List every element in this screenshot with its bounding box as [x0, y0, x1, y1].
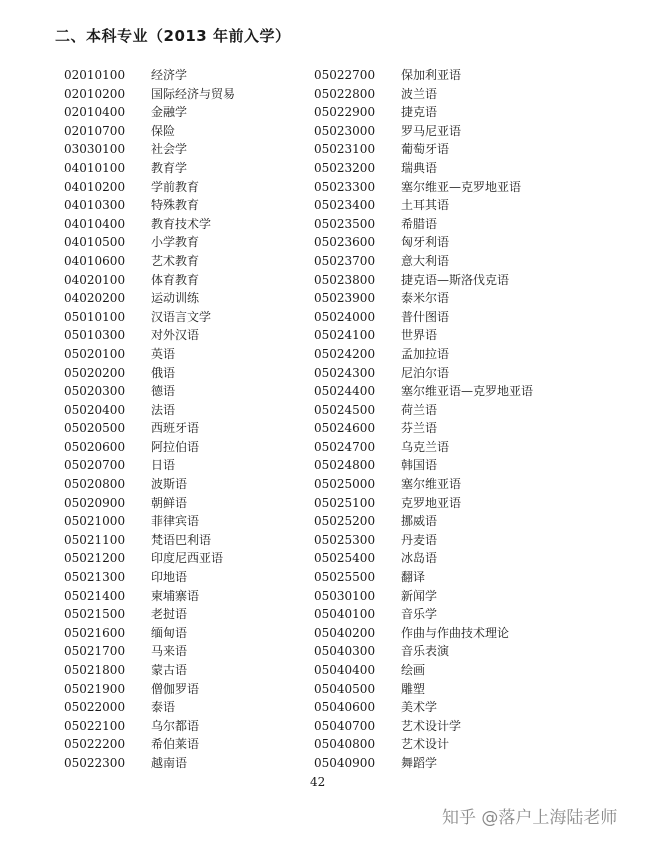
major-name: 英语 — [151, 346, 176, 361]
major-code: 05023700 — [314, 253, 376, 268]
major-code: 05022200 — [64, 737, 126, 752]
major-name: 绘画 — [401, 663, 426, 677]
major-row — [314, 401, 533, 420]
major-name: 西班牙语 — [151, 421, 200, 436]
major-row — [314, 642, 533, 661]
major-code: 05040600 — [314, 700, 376, 715]
major-code: 04020200 — [64, 291, 126, 306]
major-row — [64, 345, 235, 364]
major-row — [64, 271, 235, 290]
major-name: 塞尔维亚语—克罗地亚语 — [401, 384, 534, 399]
major-code: 05010100 — [64, 309, 126, 324]
major-name: 朝鲜语 — [151, 495, 188, 510]
major-row — [64, 475, 235, 494]
major-name: 印度尼西亚语 — [151, 551, 224, 566]
major-row — [64, 215, 235, 234]
major-name: 德语 — [151, 384, 176, 399]
major-code: 05024700 — [314, 439, 376, 454]
major-row — [64, 735, 235, 754]
major-code: 05024500 — [314, 402, 376, 417]
major-code: 05025400 — [314, 551, 376, 566]
major-name: 音乐学 — [401, 607, 438, 622]
major-name: 捷克语 — [401, 105, 438, 120]
major-row — [314, 159, 533, 178]
major-row — [314, 419, 533, 438]
major-code: 05040900 — [314, 755, 376, 770]
major-name: 意大利语 — [401, 253, 450, 268]
major-code: 04020100 — [64, 272, 126, 287]
major-code: 05021800 — [64, 663, 126, 677]
major-code: 05040300 — [314, 644, 376, 659]
major-code: 04010500 — [64, 235, 126, 250]
major-name: 瑞典语 — [401, 160, 438, 175]
major-row — [64, 494, 235, 513]
major-row — [314, 85, 533, 104]
major-row — [314, 754, 533, 773]
major-code: 05023500 — [314, 216, 376, 231]
major-code: 05021400 — [64, 588, 126, 603]
major-row — [64, 326, 235, 345]
major-name: 菲律宾语 — [151, 514, 200, 529]
major-name: 希伯莱语 — [151, 737, 200, 752]
major-name: 经济学 — [151, 68, 188, 82]
major-name: 国际经济与贸易 — [151, 86, 236, 101]
major-code: 05020300 — [64, 384, 126, 399]
major-name: 土耳其语 — [401, 198, 450, 213]
major-row — [64, 401, 235, 420]
major-row — [314, 605, 533, 624]
major-name: 葡萄牙语 — [401, 142, 450, 157]
major-name: 芬兰语 — [401, 421, 438, 436]
major-name: 保险 — [151, 123, 176, 138]
major-code: 05020200 — [64, 365, 126, 380]
major-row — [64, 568, 235, 587]
major-list-right — [314, 66, 533, 773]
major-code: 05025500 — [314, 570, 376, 585]
major-row — [64, 196, 235, 215]
major-row — [64, 233, 235, 252]
major-code: 05040800 — [314, 737, 376, 752]
major-row — [64, 85, 235, 104]
major-name: 僧伽罗语 — [151, 681, 200, 696]
major-name: 泰语 — [151, 700, 176, 715]
major-row — [64, 364, 235, 383]
major-name: 挪威语 — [401, 514, 438, 529]
major-row — [314, 456, 533, 475]
major-row — [314, 178, 533, 197]
major-code: 05024600 — [314, 421, 376, 436]
major-code: 05021600 — [64, 625, 126, 640]
major-row — [314, 549, 533, 568]
major-name: 社会学 — [151, 142, 188, 157]
major-name: 梵语巴利语 — [151, 532, 212, 547]
major-row — [64, 438, 235, 457]
major-name: 艺术设计学 — [401, 718, 462, 733]
major-code: 05022000 — [64, 700, 126, 715]
major-row — [314, 698, 533, 717]
major-code: 05024300 — [314, 365, 376, 380]
major-code: 05021200 — [64, 551, 126, 566]
major-code: 02010700 — [64, 123, 126, 138]
major-code: 05025300 — [314, 532, 376, 547]
major-code: 02010200 — [64, 86, 126, 101]
major-row — [314, 624, 533, 643]
major-name: 教育技术学 — [151, 216, 212, 231]
major-row — [64, 419, 235, 438]
major-row — [314, 568, 533, 587]
major-code: 05022700 — [314, 68, 376, 82]
major-row — [64, 308, 235, 327]
major-name: 翻译 — [401, 570, 426, 585]
major-row — [314, 661, 533, 680]
major-code: 05023000 — [314, 123, 376, 138]
major-code: 05021000 — [64, 514, 126, 529]
major-row — [64, 605, 235, 624]
major-name: 孟加拉语 — [401, 346, 450, 361]
major-code: 05023300 — [314, 179, 376, 194]
major-row — [64, 624, 235, 643]
major-name: 罗马尼亚语 — [401, 123, 462, 138]
page-number: 42 — [310, 775, 326, 789]
major-row — [314, 196, 533, 215]
major-code: 04010300 — [64, 198, 126, 213]
major-name: 俄语 — [151, 365, 176, 380]
major-row — [314, 475, 533, 494]
major-name: 马来语 — [151, 644, 188, 659]
major-code: 02010100 — [64, 68, 126, 82]
major-row — [64, 252, 235, 271]
major-code: 04010600 — [64, 253, 126, 268]
major-row — [314, 326, 533, 345]
major-row — [64, 289, 235, 308]
major-code: 05024200 — [314, 346, 376, 361]
major-row — [314, 735, 533, 754]
major-code: 05025100 — [314, 495, 376, 510]
major-code: 05010300 — [64, 328, 126, 343]
major-name: 新闻学 — [401, 588, 438, 603]
major-name: 荷兰语 — [401, 402, 438, 417]
major-row — [64, 531, 235, 550]
major-name: 特殊教育 — [151, 198, 200, 213]
major-code: 05022800 — [314, 86, 376, 101]
major-name: 塞尔维亚—克罗地亚语 — [401, 179, 522, 194]
major-row — [314, 364, 533, 383]
major-name: 雕塑 — [401, 681, 426, 696]
major-name: 波斯语 — [151, 477, 188, 492]
major-row — [314, 680, 533, 699]
major-name: 体育教育 — [151, 272, 200, 287]
major-code: 05020100 — [64, 346, 126, 361]
major-name: 学前教育 — [151, 179, 200, 194]
major-code: 05021300 — [64, 570, 126, 585]
major-name: 保加利亚语 — [401, 68, 462, 82]
major-name: 作曲与作曲技术理论 — [401, 625, 510, 640]
major-code: 05022300 — [64, 755, 126, 770]
major-list-left — [64, 66, 235, 773]
major-name: 老挝语 — [151, 607, 188, 622]
major-row — [64, 66, 235, 85]
major-name: 法语 — [151, 402, 176, 417]
major-row — [314, 122, 533, 141]
major-row — [64, 159, 235, 178]
major-name: 运动训练 — [151, 291, 200, 306]
major-name: 阿拉伯语 — [151, 439, 200, 454]
major-code: 05023800 — [314, 272, 376, 287]
major-row — [314, 103, 533, 122]
major-row — [314, 531, 533, 550]
major-code: 05021500 — [64, 607, 126, 622]
major-code: 05040100 — [314, 607, 376, 622]
major-row — [314, 494, 533, 513]
major-row — [64, 698, 235, 717]
major-code: 05020800 — [64, 477, 126, 492]
major-row — [314, 345, 533, 364]
major-name: 丹麦语 — [401, 532, 438, 547]
major-row — [64, 103, 235, 122]
major-name: 艺术设计 — [401, 737, 450, 752]
major-row — [314, 271, 533, 290]
major-name: 尼泊尔语 — [401, 365, 450, 380]
major-row — [64, 382, 235, 401]
major-code: 05023400 — [314, 198, 376, 213]
major-row — [64, 587, 235, 606]
major-name: 韩国语 — [401, 458, 438, 473]
major-row — [314, 438, 533, 457]
major-code: 05025200 — [314, 514, 376, 529]
major-name: 匈牙利语 — [401, 235, 450, 250]
major-name: 柬埔寨语 — [151, 588, 200, 603]
major-code: 05023600 — [314, 235, 376, 250]
major-row — [314, 512, 533, 531]
major-row — [64, 549, 235, 568]
major-name: 克罗地亚语 — [401, 495, 462, 510]
major-code: 05024100 — [314, 328, 376, 343]
major-code: 04010200 — [64, 179, 126, 194]
major-code: 05021900 — [64, 681, 126, 696]
major-row — [64, 642, 235, 661]
major-code: 05040200 — [314, 625, 376, 640]
major-code: 05025000 — [314, 477, 376, 492]
major-row — [64, 456, 235, 475]
major-name: 教育学 — [151, 160, 188, 175]
major-name: 冰岛语 — [401, 551, 438, 566]
major-row — [64, 717, 235, 736]
major-row — [314, 215, 533, 234]
major-name: 蒙古语 — [151, 663, 188, 677]
major-row — [64, 122, 235, 141]
major-name: 对外汉语 — [151, 328, 200, 343]
major-code: 02010400 — [64, 105, 126, 120]
major-name: 普什图语 — [401, 309, 450, 324]
major-row — [314, 717, 533, 736]
major-row — [314, 252, 533, 271]
major-code: 05020600 — [64, 439, 126, 454]
major-code: 05020400 — [64, 402, 126, 417]
major-code: 05021700 — [64, 644, 126, 659]
major-name: 波兰语 — [401, 86, 438, 101]
major-row — [64, 140, 235, 159]
major-code: 05020500 — [64, 421, 126, 436]
major-name: 乌尔都语 — [151, 718, 200, 733]
major-name: 捷克语—斯洛伐克语 — [401, 272, 510, 287]
major-code: 05024800 — [314, 458, 376, 473]
major-code: 05020700 — [64, 458, 126, 473]
major-name: 塞尔维亚语 — [401, 477, 462, 492]
major-name: 金融学 — [151, 105, 188, 120]
major-name: 乌克兰语 — [401, 439, 450, 454]
major-name: 汉语言文学 — [151, 309, 212, 324]
watermark: 知乎 @落户上海陆老师 — [442, 808, 618, 828]
major-name: 越南语 — [151, 755, 188, 770]
major-name: 泰米尔语 — [401, 291, 450, 306]
major-name: 舞蹈学 — [401, 755, 438, 770]
major-row — [314, 382, 533, 401]
major-code: 05040400 — [314, 663, 376, 677]
major-code: 05020900 — [64, 495, 126, 510]
major-row — [314, 289, 533, 308]
major-row — [64, 754, 235, 773]
major-code: 05040700 — [314, 718, 376, 733]
major-code: 05023200 — [314, 160, 376, 175]
major-row — [314, 587, 533, 606]
major-row — [314, 140, 533, 159]
major-code: 05024400 — [314, 384, 376, 399]
major-name: 缅甸语 — [151, 625, 188, 640]
major-name: 美术学 — [401, 700, 438, 715]
major-name: 艺术教育 — [151, 253, 200, 268]
major-code: 05040500 — [314, 681, 376, 696]
major-code: 05022900 — [314, 105, 376, 120]
major-row — [64, 512, 235, 531]
major-code: 05023100 — [314, 142, 376, 157]
major-row — [314, 66, 533, 85]
major-code: 05022100 — [64, 718, 126, 733]
major-name: 音乐表演 — [401, 644, 450, 659]
major-row — [64, 680, 235, 699]
major-code: 04010100 — [64, 160, 126, 175]
major-code: 05021100 — [64, 532, 126, 547]
major-name: 印地语 — [151, 570, 188, 585]
major-code: 05024000 — [314, 309, 376, 324]
major-name: 世界语 — [401, 328, 438, 343]
major-row — [64, 178, 235, 197]
major-row — [314, 233, 533, 252]
major-row — [64, 661, 235, 680]
major-code: 05023900 — [314, 291, 376, 306]
major-name: 日语 — [151, 458, 176, 473]
major-name: 希腊语 — [401, 216, 438, 231]
major-code: 05030100 — [314, 588, 376, 603]
major-code: 04010400 — [64, 216, 126, 231]
major-name: 小学教育 — [151, 235, 200, 250]
major-row — [314, 308, 533, 327]
major-code: 03030100 — [64, 142, 126, 157]
page-heading: 二、本科专业（2013 年前入学） — [55, 27, 291, 45]
